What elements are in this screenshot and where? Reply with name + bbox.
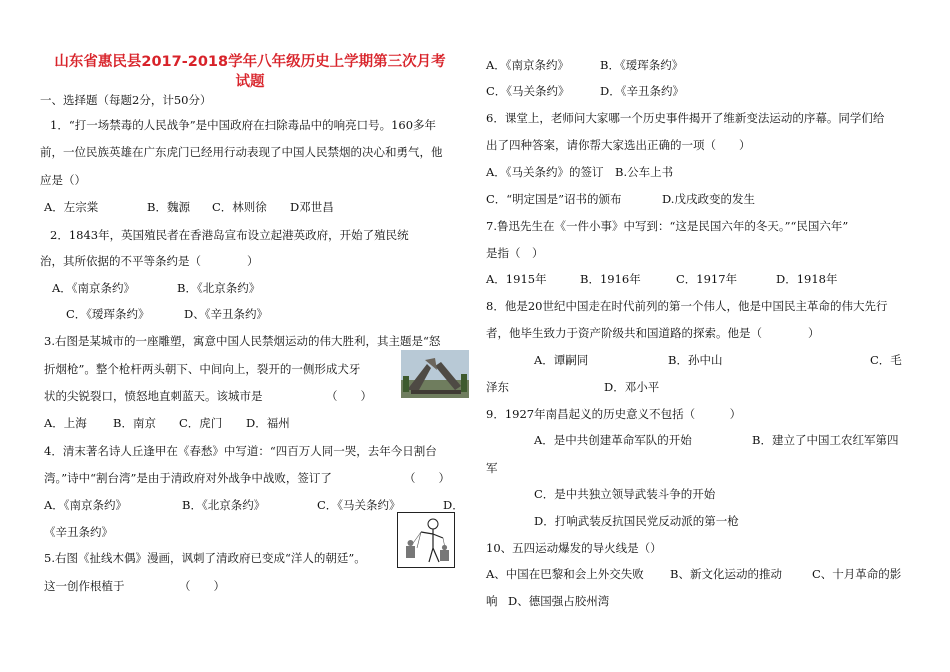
q9-line1: 9．1927年南昌起义的历史意义不包括（ ） <box>486 407 742 421</box>
q3-option-a: A．上海 <box>44 416 87 430</box>
q10-line1: 10、五四运动爆发的导火线是（） <box>486 541 662 555</box>
q3-line2: 折烟枪”。整个枪杆两头朝下、中间向上，裂开的一侧形成犬牙 <box>44 362 361 376</box>
q8-option-b: B．孙中山 <box>668 353 723 367</box>
q2-line2: 治，其所依据的不平等条约是（ ） <box>40 254 259 268</box>
q1-option-c: C．林则徐 <box>212 200 267 214</box>
exam-title-line1: 山东省惠民县2017-2018学年八年级历史上学期第三次月考 <box>54 54 446 70</box>
q5-line2: 这一创作根植于 <box>44 579 125 593</box>
sculpture-image <box>401 350 469 398</box>
q3-option-c: C．虎门 <box>179 416 223 430</box>
q2-option-d: D、《辛丑条约》 <box>184 307 268 321</box>
q5-line1: 5.右图《扯线木偶》漫画，讽刺了清政府已变成“洋人的朝廷”。 <box>44 551 366 565</box>
q10-option-c: C、十月革命的影 <box>812 567 902 581</box>
q7-option-b: B．1916年 <box>580 272 641 286</box>
q10-option-d: D、德国强占胶州湾 <box>508 594 610 608</box>
q1-line2: 前，一位民族英雄在广东虎门已经用行动表现了中国人民禁烟的决心和勇气，他 <box>40 145 443 159</box>
q3-paren: （ ） <box>326 389 372 403</box>
q1-option-b: B．魏源 <box>147 200 190 214</box>
q1-line3: 应是（） <box>40 173 86 187</box>
q6-line2: 出了四种答案，请你帮大家选出正确的一项（ ） <box>486 138 751 152</box>
q2-option-a: A．《南京条约》 <box>52 281 136 295</box>
q7-line1: 7.鲁迅先生在《一件小事》中写到：“这是民国六年的冬天。”“民国六年” <box>486 219 849 233</box>
q4-option-d: D． <box>443 498 464 512</box>
q9-option-a: A．是中共创建革命军队的开始 <box>534 433 692 447</box>
q6-line1: 6．课堂上，老师问大家哪一个历史事件揭开了维新变法运动的序幕。同学们给 <box>486 111 885 125</box>
q9-option-d: D．打响武装反抗国民党反动派的第一枪 <box>534 514 739 528</box>
q1-option-d: D邓世昌 <box>290 200 334 214</box>
q9-option-c: C．是中共独立领导武装斗争的开始 <box>534 487 716 501</box>
q7-option-c: C．1917年 <box>676 272 738 286</box>
q2-line1: 2．1843年，英国殖民者在香港岛宣布设立起港英政府，开始了殖民统 <box>50 228 409 242</box>
q3-option-d: D．福州 <box>246 416 290 430</box>
q10-option-c-text: 响 <box>486 594 498 608</box>
q5-option-d: D．《辛丑条约》 <box>600 84 684 98</box>
q8-option-c: C．毛 <box>870 353 902 367</box>
q1-option-a: A．左宗棠 <box>44 200 99 214</box>
q3-line3: 状的尖锐裂口，愤怒地直刺蓝天。该城市是 <box>44 389 263 403</box>
puppet-cartoon-icon <box>397 512 455 568</box>
q4-option-d-text: 《辛丑条约》 <box>44 525 113 539</box>
q5-option-c: C．《马关条约》 <box>486 84 570 98</box>
q4-option-c: C．《马关条约》 <box>317 498 401 512</box>
q10-option-a: A、中国在巴黎和会上外交失败 <box>486 567 644 581</box>
q4-option-a: A．《南京条约》 <box>44 498 128 512</box>
q4-line1: 4．清末著名诗人丘逢甲在《春愁》中写道：“四百万人同一哭，去年今日割台 <box>44 444 437 458</box>
q3-line1: 3.右图是某城市的一座雕塑，寓意中国人民禁烟运动的伟大胜利，其主题是“怒 <box>44 334 441 348</box>
q8-option-c-text: 泽东 <box>486 380 509 394</box>
q8-option-d: D．邓小平 <box>604 380 660 394</box>
q5-paren: （ ） <box>179 579 225 593</box>
q9-option-b-text: 军 <box>486 461 498 475</box>
q8-line2: 者，他毕生致力于资产阶级共和国道路的探索。他是（ ） <box>486 326 820 340</box>
q8-option-a: A．谭嗣同 <box>534 353 589 367</box>
q5-option-a: A．《南京条约》 <box>486 58 570 72</box>
q5-option-b: B．《瑷珲条约》 <box>600 58 684 72</box>
q7-option-a: A．1915年 <box>486 272 547 286</box>
q8-line1: 8．他是20世纪中国走在时代前列的第一个伟人，他是中国民主革命的伟大先行 <box>486 299 888 313</box>
q9-option-b: B．建立了中国工农红军第四 <box>752 433 899 447</box>
q6-option-d: D.戊戌政变的发生 <box>662 192 755 206</box>
q3-option-b: B．南京 <box>113 416 156 430</box>
q4-option-b: B．《北京条约》 <box>182 498 266 512</box>
q1-line1: 1．“打一场禁毒的人民战争”是中国政府在扫除毒品中的响亮口号。160多年 <box>50 118 437 132</box>
q6-option-c: C．“明定国是”诏书的颁布 <box>486 192 622 206</box>
q7-option-d: D．1918年 <box>776 272 838 286</box>
q4-line2: 湾。”诗中“割台湾”是由于清政府对外战争中战败，签订了 <box>44 471 332 485</box>
q7-line2: 是指（ ） <box>486 246 544 260</box>
q2-option-c: C．《瑷珲条约》 <box>66 307 150 321</box>
puppet-cartoon-image <box>397 512 455 568</box>
section-heading: 一、选择题（每题2分，计50分） <box>40 93 212 107</box>
exam-title-line2: 试题 <box>235 74 265 90</box>
q4-paren: （ ） <box>404 471 450 485</box>
sculpture-icon <box>401 350 469 398</box>
q2-option-b: B．《北京条约》 <box>177 281 261 295</box>
q10-option-b: B、新文化运动的推动 <box>670 567 782 581</box>
q6-option-ab: A．《马关条约》的签订 B.公车上书 <box>486 165 674 179</box>
